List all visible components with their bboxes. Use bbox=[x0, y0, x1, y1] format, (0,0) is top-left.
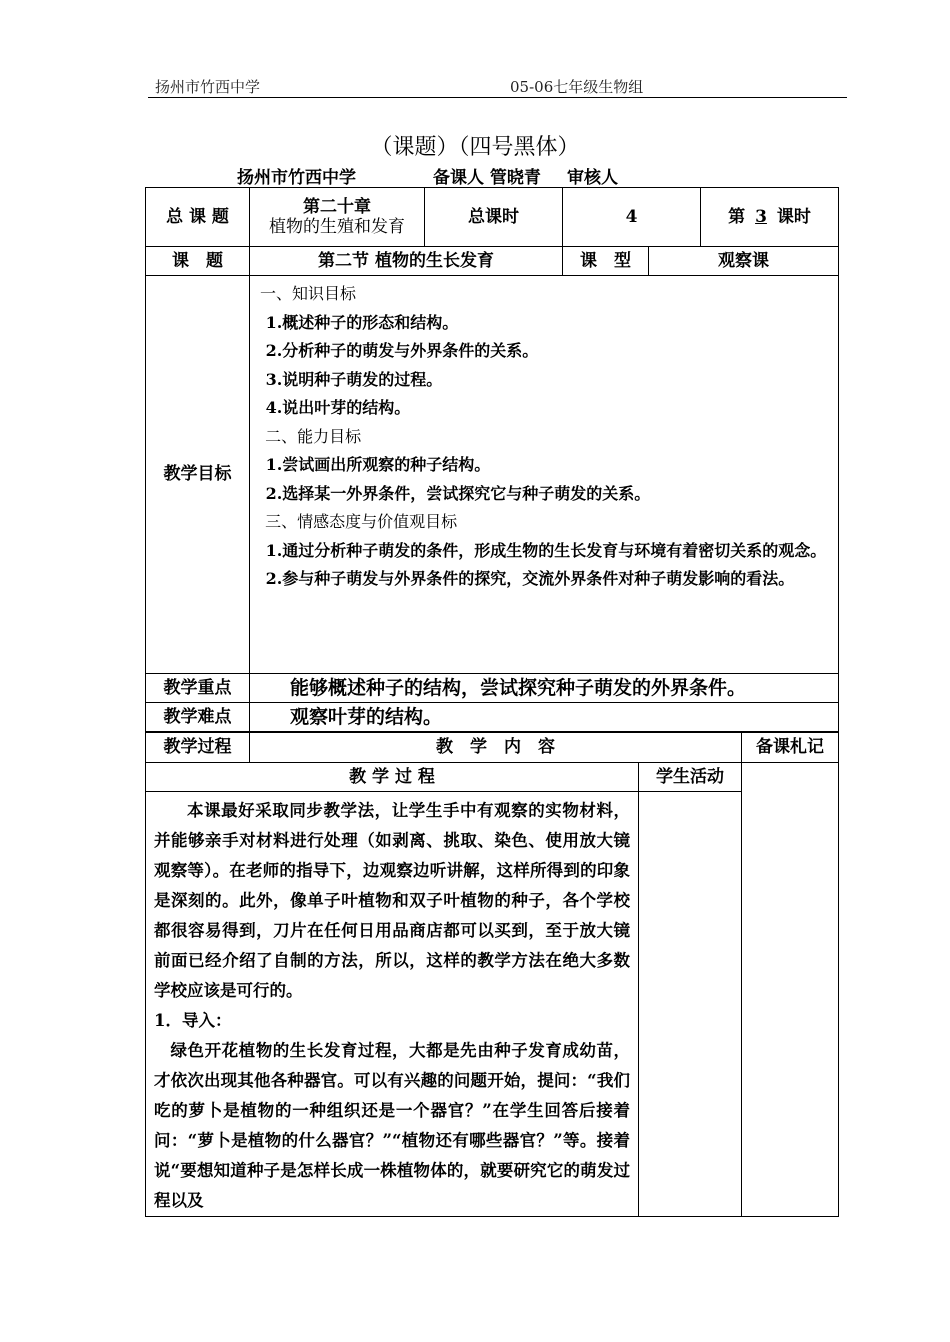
total-hours-value: 4 bbox=[563, 188, 701, 247]
goals-label: 教学目标 bbox=[146, 276, 250, 674]
process-step-heading bbox=[154, 1006, 630, 1036]
chapter-title: 植物的生殖和发育 bbox=[269, 217, 405, 237]
key-point-label: 教学重点 bbox=[146, 674, 250, 703]
lesson-suffix: 课时 bbox=[776, 206, 811, 227]
notes-header: 备课札记 bbox=[742, 733, 839, 763]
student-activity-column bbox=[639, 792, 742, 1217]
goal-line: 二、能力目标 bbox=[260, 426, 362, 446]
total-hours-label: 总课时 bbox=[425, 188, 563, 247]
content-header: 教 学 内 容 bbox=[250, 733, 742, 763]
goal-line: 3.说明种子萌发的过程。 bbox=[260, 369, 443, 389]
process-import-paragraph: 绿色开花植物的生长发育过程，大都是先由种子发育成幼苗，才依次出现其他各种器官。可以有兴趣的问题开始，提问：“我们吃的萝卜是植物的一种组织还是一个器官？”在学生回答后接着问：“萝卜是植物的什么器官？”“植物还有哪些器官？”等。接着说“要想知道种子是怎样长成一株植物体的，就要研究它的萌发过程以及 bbox=[154, 1041, 630, 1210]
goal-line: 1.概述种子的形态和结构。 bbox=[260, 312, 459, 332]
lesson-number: 3 bbox=[755, 206, 767, 227]
lesson-info-table bbox=[145, 187, 839, 247]
topic-value: 第二节 植物的生长发育 bbox=[250, 247, 563, 276]
process-subheader: 教 学 过 程 bbox=[146, 763, 639, 792]
header-divider bbox=[148, 97, 847, 98]
difficulty-label: 教学难点 bbox=[146, 703, 250, 732]
header-school: 扬州市竹西中学 bbox=[155, 78, 261, 96]
chapter-cell bbox=[250, 188, 425, 247]
goal-line: 1.尝试画出所观察的种子结构。 bbox=[260, 455, 491, 474]
goal-line: 2.选择某一外界条件，尝试探究它与种子萌发的关系。 bbox=[260, 483, 651, 503]
step-title: 导入： bbox=[181, 1011, 232, 1030]
notes-column bbox=[742, 763, 839, 1217]
process-content bbox=[146, 792, 639, 1217]
type-value: 观察课 bbox=[649, 247, 839, 276]
goal-line: 一、知识目标 bbox=[260, 284, 357, 303]
type-label: 课 型 bbox=[563, 247, 649, 276]
process-label: 教学过程 bbox=[146, 733, 250, 763]
goal-line: 1.通过分析种子萌发的条件，形成生物的生长发育与环境有着密切关系的观念。 bbox=[260, 540, 827, 560]
goal-line: 2.参与种子萌发与外界条件的探究，交流外界条件对种子萌发影响的看法。 bbox=[260, 569, 795, 588]
goals-content bbox=[250, 276, 839, 674]
chapter-number: 第二十章 bbox=[303, 196, 371, 217]
header-group: 05-06七年级生物组 bbox=[510, 78, 644, 96]
process-intro-paragraph: 本课最好采取同步教学法，让学生手中有观察的实物材料，并能够亲手对材料进行处理（如剥离、挑取、染色、使用放大镜观察等）。在老师的指导下，边观察边听讲解，这样所得到的印象是深刻的。此外，像单子叶植物和双子叶植物的种子，各个学校都很容易得到，刀片在任何日用品商店都可以买到，至于放大镜前面已经介绍了自制的方法，所以，这样的教学方法在绝大多数学校应该是可行的。 bbox=[154, 801, 630, 1000]
goal-line: 三、情感态度与价值观目标 bbox=[260, 512, 458, 531]
subtitle-school: 扬州市竹西中学 bbox=[237, 168, 356, 188]
subtitle-line bbox=[155, 163, 625, 188]
key-point-text: 能够概述种子的结构，尝试探究种子萌发的外界条件。 bbox=[250, 674, 839, 703]
lesson-number-cell bbox=[701, 188, 839, 247]
goal-line: 2.分析种子的萌发与外界条件的关系。 bbox=[260, 341, 539, 360]
student-activity-header: 学生活动 bbox=[639, 763, 742, 792]
process-table bbox=[145, 732, 839, 1217]
step-number: 1． bbox=[154, 1011, 182, 1030]
total-topic-label: 总 课 题 bbox=[146, 188, 250, 247]
goal-line: 4.说出叶芽的结构。 bbox=[260, 398, 411, 417]
page-title: （课题）（四号黑体） bbox=[370, 135, 580, 160]
subtitle-preparer: 备课人 管晓青 bbox=[433, 168, 541, 188]
lesson-body-table bbox=[145, 246, 839, 732]
lesson-prefix: 第 bbox=[728, 206, 746, 227]
subtitle-reviewer: 审核人 bbox=[567, 168, 618, 188]
difficulty-text: 观察叶芽的结构。 bbox=[250, 703, 839, 732]
topic-label: 课 题 bbox=[146, 247, 250, 276]
